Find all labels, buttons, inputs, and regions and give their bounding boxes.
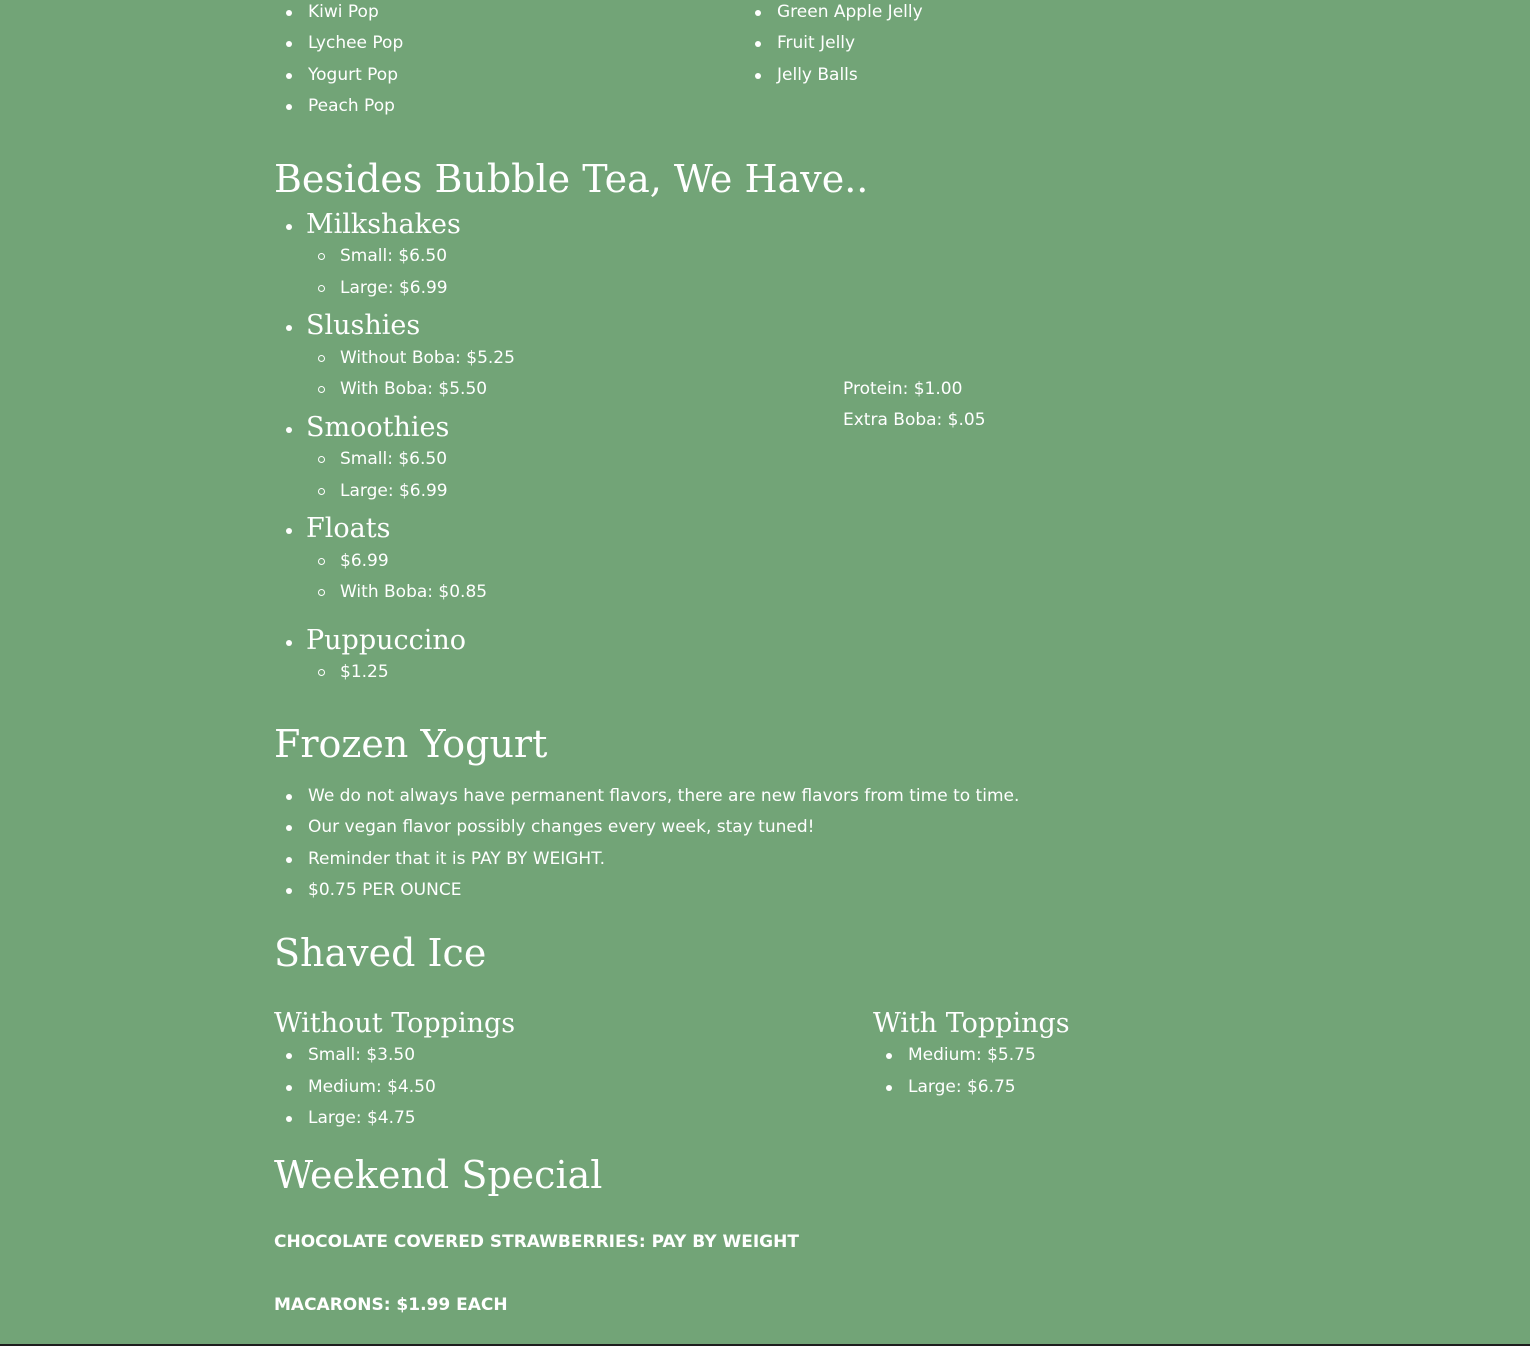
list-item-pop: Lychee Pop bbox=[308, 33, 404, 53]
weekend-item-macarons: MACARONS: $1.99 EACH bbox=[274, 1295, 508, 1315]
list-item-jelly: Jelly Balls bbox=[777, 65, 858, 85]
info-item: Our vegan flavor possibly changes every week, stay tuned! bbox=[308, 817, 815, 837]
weekend-item-strawberries: CHOCOLATE COVERED STRAWBERRIES: PAY BY WEIGHT bbox=[274, 1232, 799, 1252]
list-item-pop: Yogurt Pop bbox=[308, 65, 398, 85]
menu-heading-slushies: Slushies bbox=[306, 310, 421, 341]
price-item: Small: $6.50 bbox=[340, 449, 448, 469]
price-item: Large: $6.99 bbox=[340, 481, 448, 501]
section-title-weekend-special: Weekend Special bbox=[274, 1153, 603, 1197]
subheading-with-toppings: With Toppings bbox=[873, 1008, 1070, 1039]
price-item: Large: $4.75 bbox=[308, 1108, 416, 1128]
price-item: Large: $6.99 bbox=[340, 278, 448, 298]
info-item: We do not always have permanent flavors, there are new flavors from time to time. bbox=[308, 786, 1020, 806]
subheading-without-toppings: Without Toppings bbox=[274, 1008, 516, 1039]
list-item-pop: Peach Pop bbox=[308, 96, 395, 116]
section-title-shaved-ice: Shaved Ice bbox=[274, 931, 487, 975]
menu-heading-milkshakes: Milkshakes bbox=[306, 209, 461, 240]
price-item: Large: $6.75 bbox=[908, 1077, 1016, 1097]
info-item: Reminder that it is PAY BY WEIGHT. bbox=[308, 849, 605, 869]
price-item: Medium: $5.75 bbox=[908, 1045, 1036, 1065]
list-item-pop: Kiwi Pop bbox=[308, 2, 379, 22]
price-item: Small: $3.50 bbox=[308, 1045, 416, 1065]
menu-heading-floats: Floats bbox=[306, 513, 391, 544]
price-item: With Boba: $5.50 bbox=[340, 379, 488, 399]
price-item: $1.25 bbox=[340, 662, 389, 682]
list-item-jelly: Green Apple Jelly bbox=[777, 2, 923, 22]
menu-heading-puppuccino: Puppuccino bbox=[306, 625, 467, 656]
price-item: Small: $6.50 bbox=[340, 246, 448, 266]
section-title-besides: Besides Bubble Tea, We Have.. bbox=[274, 157, 869, 201]
price-item: $6.99 bbox=[340, 551, 389, 571]
menu-heading-smoothies: Smoothies bbox=[306, 412, 450, 443]
price-item: Without Boba: $5.25 bbox=[340, 348, 515, 368]
list-item-jelly: Fruit Jelly bbox=[777, 33, 856, 53]
addon-protein: Protein: $1.00 bbox=[843, 379, 963, 399]
price-item: Medium: $4.50 bbox=[308, 1077, 436, 1097]
price-item: With Boba: $0.85 bbox=[340, 582, 488, 602]
addon-extra-boba: Extra Boba: $.05 bbox=[843, 410, 986, 430]
section-title-frozen-yogurt: Frozen Yogurt bbox=[274, 722, 548, 766]
info-item: $0.75 PER OUNCE bbox=[308, 880, 462, 900]
